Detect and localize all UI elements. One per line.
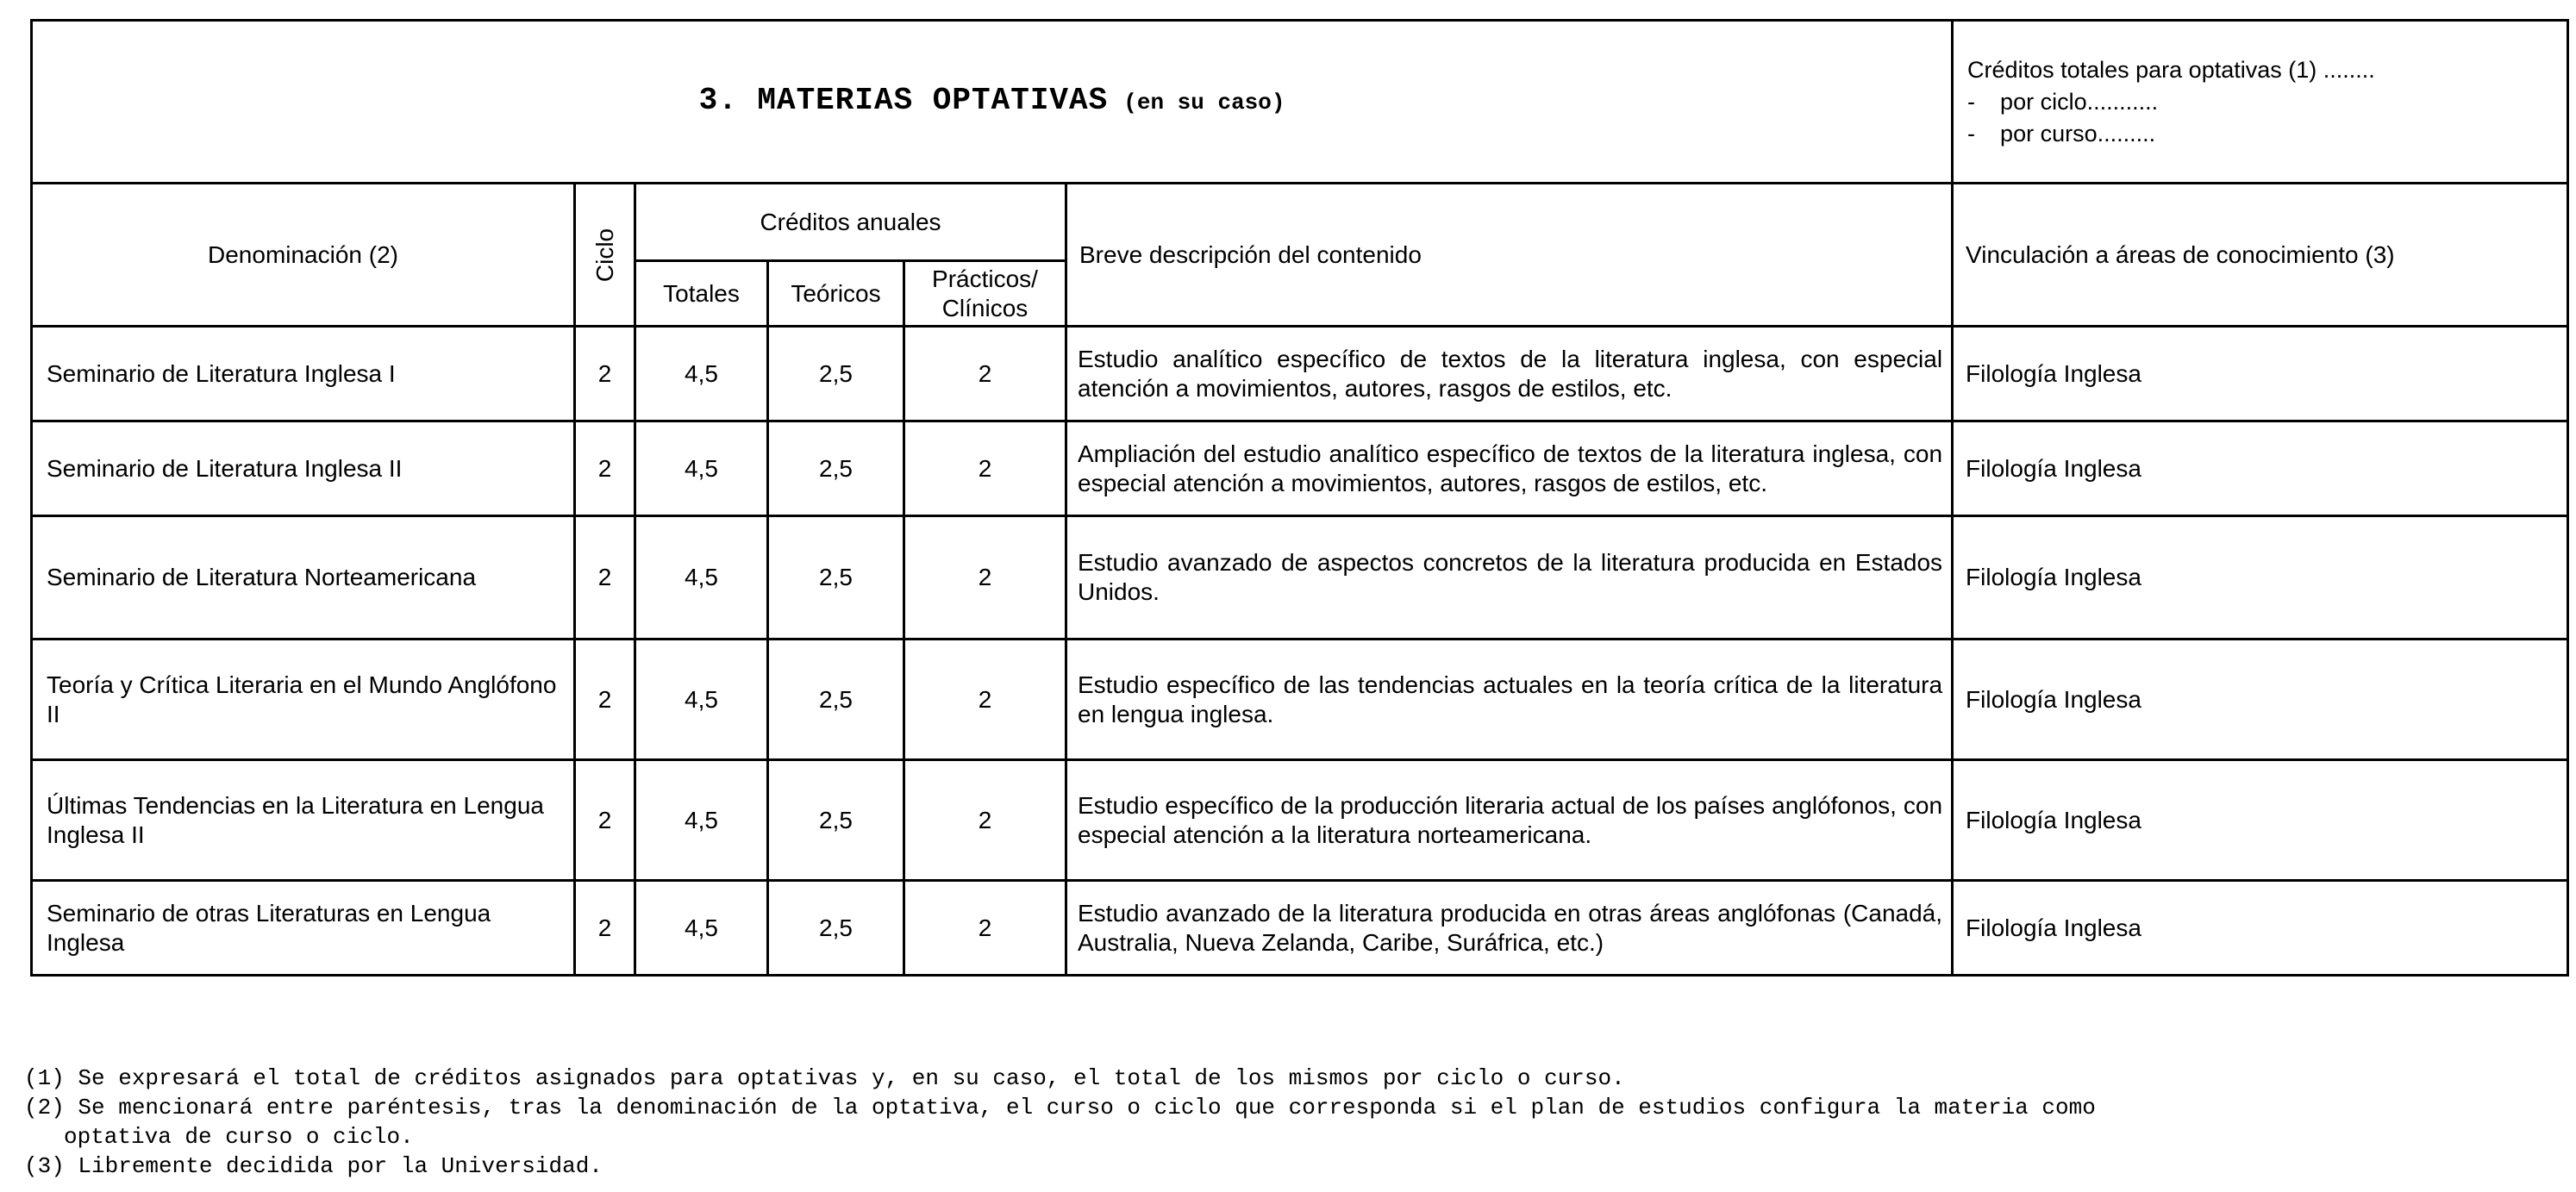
cell-teoricos: 2,5: [768, 881, 904, 976]
header-creditos-anuales: Créditos anuales: [635, 184, 1066, 261]
cell-teoricos: 2,5: [768, 421, 904, 516]
cell-totales: 4,5: [635, 327, 768, 421]
header-practicos-line1: Prácticos/: [932, 265, 1038, 292]
cell-descripcion: Estudio avanzado de aspectos concretos de la literatura producida en Estados Unidos.: [1066, 516, 1953, 640]
table-row: [32, 640, 2568, 760]
cell-practicos: 2: [904, 640, 1066, 760]
section-title-note: (en su caso): [1123, 90, 1285, 115]
table-row: [32, 327, 2568, 421]
cell-denominacion: Seminario de Literatura Norteamericana: [32, 516, 575, 640]
cell-totales: 4,5: [635, 760, 768, 881]
cell-ciclo: 2: [575, 881, 635, 976]
footnotes: [24, 1064, 2524, 1181]
cell-descripcion: Ampliación del estudio analítico específico de textos de la literatura inglesa, con especial atención a movimientos, autores, rasgos de estilos, etc.: [1066, 421, 1953, 516]
cell-denominacion: Seminario de Literatura Inglesa II: [32, 421, 575, 516]
cell-denominacion: Últimas Tendencias en la Literatura en Lengua Inglesa II: [32, 760, 575, 881]
cell-totales: 4,5: [635, 640, 768, 760]
cell-teoricos: 2,5: [768, 640, 904, 760]
header-totales: Totales: [635, 261, 768, 327]
cell-descripcion: Estudio específico de la producción literaria actual de los países anglófonos, con especial atención a la literatura norteamericana.: [1066, 760, 1953, 881]
credits-por-ciclo-label: por ciclo...........: [2000, 88, 2159, 115]
cell-area: Filología Inglesa: [1953, 640, 2568, 760]
cell-area: Filología Inglesa: [1953, 327, 2568, 421]
cell-teoricos: 2,5: [768, 516, 904, 640]
header-row-top: [32, 184, 2568, 261]
cell-denominacion: Seminario de otras Literaturas en Lengua Inglesa: [32, 881, 575, 976]
cell-descripcion: Estudio analítico específico de textos de la literatura inglesa, con especial atención a movimientos, autores, rasgos de estilos, etc.: [1066, 327, 1953, 421]
cell-descripcion: Estudio avanzado de la literatura producida en otras áreas anglófonas (Canadá, Australia, Nueva Zelanda, Caribe, Suráfrica, etc.): [1066, 881, 1953, 976]
cell-teoricos: 2,5: [768, 327, 904, 421]
footnote-2-continued: optativa de curso o ciclo.: [64, 1124, 414, 1150]
credits-box: [1953, 21, 2568, 184]
credits-por-ciclo: [1967, 86, 2567, 118]
cell-totales: 4,5: [635, 881, 768, 976]
cell-area: Filología Inglesa: [1953, 421, 2568, 516]
header-vinculacion: Vinculación a áreas de conocimiento (3): [1953, 184, 2568, 327]
optativas-table: [30, 19, 2569, 977]
credits-por-curso-label: por curso.........: [2000, 120, 2156, 147]
cell-practicos: 2: [904, 760, 1066, 881]
cell-denominacion: Seminario de Literatura Inglesa I: [32, 327, 575, 421]
cell-ciclo: 2: [575, 640, 635, 760]
cell-totales: 4,5: [635, 516, 768, 640]
cell-practicos: 2: [904, 327, 1066, 421]
table-row: [32, 760, 2568, 881]
cell-area: Filología Inglesa: [1953, 881, 2568, 976]
section-title-cell: [32, 21, 1953, 184]
header-descripcion: Breve descripción del contenido: [1066, 184, 1953, 327]
header-practicos-line2: Clínicos: [941, 294, 1029, 321]
header-practicos: [904, 261, 1066, 327]
cell-ciclo: 2: [575, 421, 635, 516]
section-title: 3. MATERIAS OPTATIVAS: [698, 83, 1109, 118]
header-teoricos: Teóricos: [768, 261, 904, 327]
credits-total-label: Créditos totales para optativas (1) ........: [1967, 56, 2375, 83]
header-ciclo-label: Ciclo: [591, 228, 618, 282]
credits-por-curso: [1967, 118, 2567, 150]
footnote-1: (1) Se expresará el total de créditos asignados para optativas y, en su caso, el total de los mismos por ciclo o curso.: [24, 1065, 1625, 1091]
table-row: [32, 516, 2568, 640]
footnote-2: (2) Se mencionará entre paréntesis, tras la denominación de la optativa, el curso o ciclo que corresponda si el plan de estudios configura la materia como: [24, 1095, 2096, 1120]
title-row: [32, 21, 2568, 184]
cell-practicos: 2: [904, 881, 1066, 976]
cell-ciclo: 2: [575, 327, 635, 421]
cell-area: Filología Inglesa: [1953, 760, 2568, 881]
cell-totales: 4,5: [635, 421, 768, 516]
cell-ciclo: 2: [575, 760, 635, 881]
footnote-3: (3) Libremente decidida por la Universidad.: [24, 1153, 603, 1179]
table-row: [32, 881, 2568, 976]
cell-denominacion: Teoría y Crítica Literaria en el Mundo Anglófono II: [32, 640, 575, 760]
header-ciclo: [575, 184, 635, 327]
cell-area: Filología Inglesa: [1953, 516, 2568, 640]
header-denominacion: Denominación (2): [32, 184, 575, 327]
table-row: [32, 421, 2568, 516]
cell-teoricos: 2,5: [768, 760, 904, 881]
dash-bullet: -: [1967, 88, 1976, 115]
dash-bullet: -: [1967, 120, 1976, 147]
cell-practicos: 2: [904, 421, 1066, 516]
cell-descripcion: Estudio específico de las tendencias actuales en la teoría crítica de la literatura en lengua inglesa.: [1066, 640, 1953, 760]
cell-ciclo: 2: [575, 516, 635, 640]
cell-practicos: 2: [904, 516, 1066, 640]
